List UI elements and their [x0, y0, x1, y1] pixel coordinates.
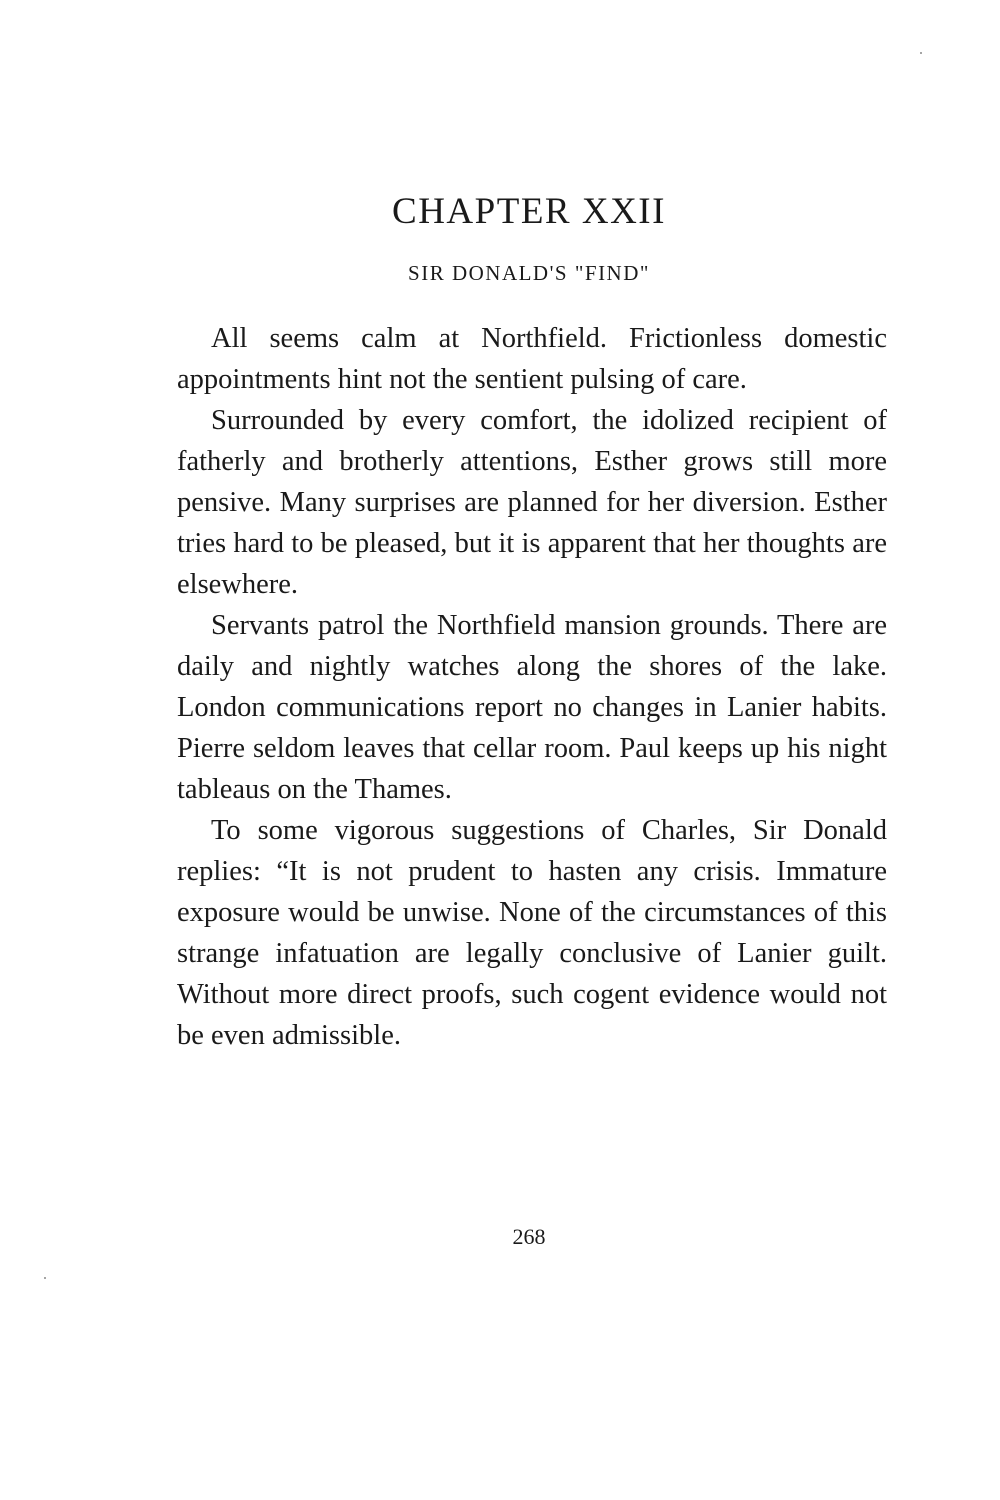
scan-speck [920, 52, 922, 54]
paragraph: To some vigorous suggestions of Charles, Sir Donald replies: “It is not prudent to hasten any crisis. Immature exposure would be unwise. None of the circumstances of this strange infatuation are legally conclusive of Lanier guilt. Without more direct proofs, such cogent evidence would not be even admissible. [177, 815, 887, 1051]
chapter-title: CHAPTER XXII [392, 191, 666, 232]
page-number: 268 [512, 1224, 546, 1249]
body-text [177, 318, 887, 1056]
paragraph: All seems calm at Northfield. Frictionless domestic appointments hint not the sentient pulsing of care. [177, 323, 887, 395]
paragraph: Servants patrol the Northfield mansion grounds. There are daily and nightly watches along the shores of the lake. London communications report no changes in Lanier habits. Pierre seldom leaves that cellar room. Paul keeps up his night tableaus on the Thames. [177, 610, 887, 805]
paragraph: Surrounded by every comfort, the idolized recipient of fatherly and brotherly attentions, Esther grows still more pensive. Many surprises are planned for her diversion. Esther tries hard to be pleased, but it is apparent that her thoughts are elsewhere. [177, 405, 887, 600]
chapter-subtitle: SIR DONALD'S "FIND" [408, 261, 650, 285]
scan-speck [44, 1277, 46, 1279]
